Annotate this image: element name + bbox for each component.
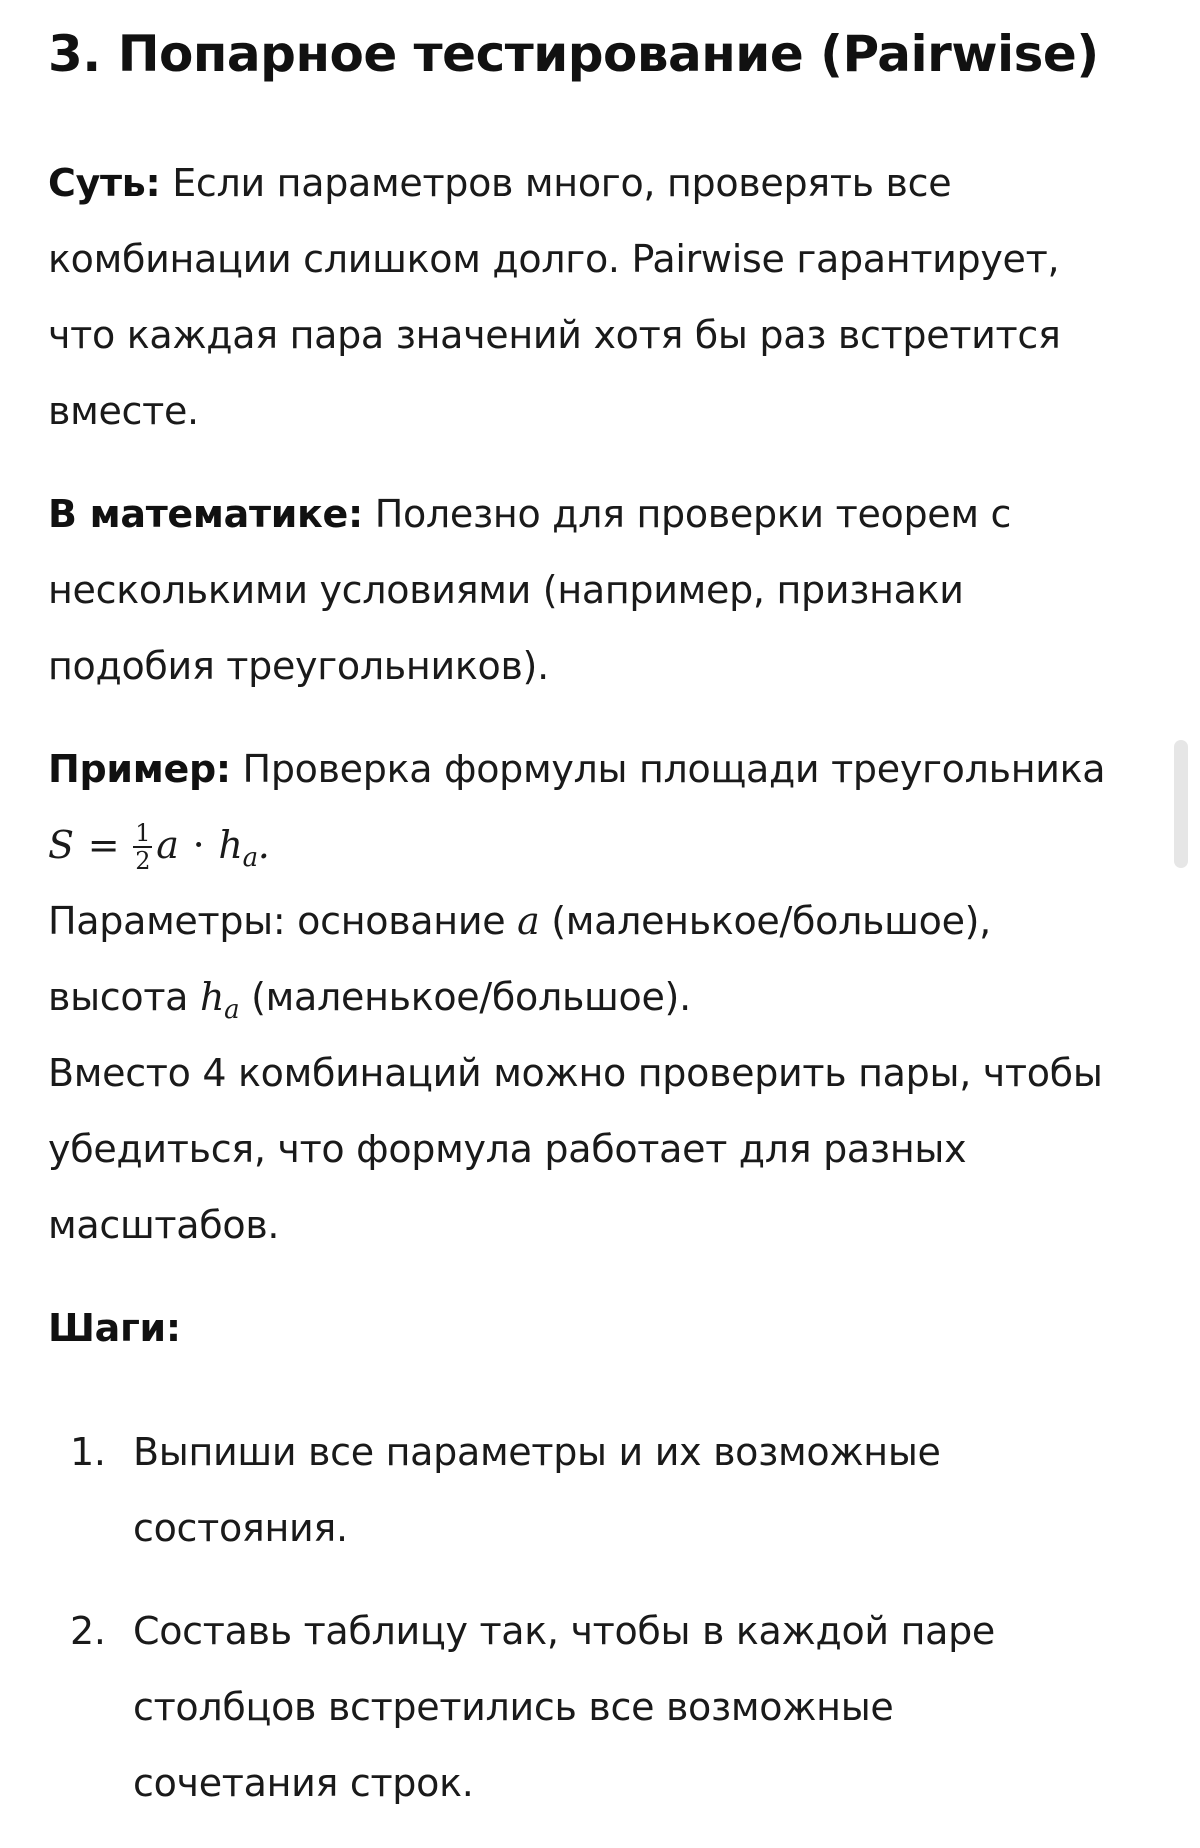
formula-fraction (133, 820, 152, 874)
height-prefix: высота (48, 975, 200, 1019)
param-a: a (517, 899, 540, 943)
list-item-text: Выпиши все параметры и их возможные состояния. (133, 1430, 941, 1550)
formula-dot: · (192, 823, 205, 867)
essence-text: Если параметров много, проверять все комбинации слишком долго. Pairwise гарантирует, что каждая пара значений хотя бы раз встретится вместе. (48, 161, 1061, 433)
math-text: Полезно для проверки теорем с несколькими условиями (например, признаки подобия треугольников). (48, 492, 1012, 688)
formula-sub-a: a (242, 843, 258, 873)
param-h-sub: a (224, 995, 240, 1025)
fraction-numerator: 1 (135, 818, 151, 847)
param-h (199, 975, 240, 1025)
math-label: В математике: (48, 492, 363, 536)
list-item-number: 1. (70, 1430, 106, 1474)
param-h-letter: h (199, 975, 225, 1019)
params-prefix: Параметры: основание (48, 899, 518, 943)
list-item (48, 1414, 1108, 1566)
params-a-note: (маленькое/большое), (539, 899, 991, 943)
scrollbar-thumb[interactable] (1174, 740, 1188, 868)
area-formula (48, 818, 270, 875)
list-item-number: 2. (70, 1609, 106, 1653)
formula-var-a: a (156, 823, 179, 867)
list-item-text: Составь таблицу так, чтобы в каждой паре столбцов встретились все возможные сочетания строк. (133, 1609, 996, 1805)
example-text: Проверка формулы площади треугольника (230, 747, 1106, 791)
essence-label: Суть: (48, 161, 161, 205)
math-paragraph (48, 476, 1108, 704)
example-label: Пример: (48, 747, 231, 791)
section-heading: 3. Попарное тестирование (Pairwise) (48, 25, 1099, 83)
example-paragraph (48, 731, 1108, 1263)
steps-list (48, 1414, 1108, 1821)
formula-var-h: h (218, 823, 243, 867)
steps-title: Шаги: (48, 1306, 181, 1350)
fraction-denominator: 2 (135, 846, 151, 875)
height-note: (маленькое/большое). (239, 975, 691, 1019)
formula-lhs: S (48, 823, 74, 867)
formula-end: . (257, 823, 270, 867)
list-item (48, 1593, 1108, 1821)
article-content (48, 0, 1108, 1848)
example-conclusion: Вместо 4 комбинаций можно проверить пары, чтобы убедиться, что формула работает для разных масштабов. (48, 1051, 1103, 1247)
essence-paragraph (48, 145, 1108, 449)
formula-equals: = (87, 823, 120, 867)
